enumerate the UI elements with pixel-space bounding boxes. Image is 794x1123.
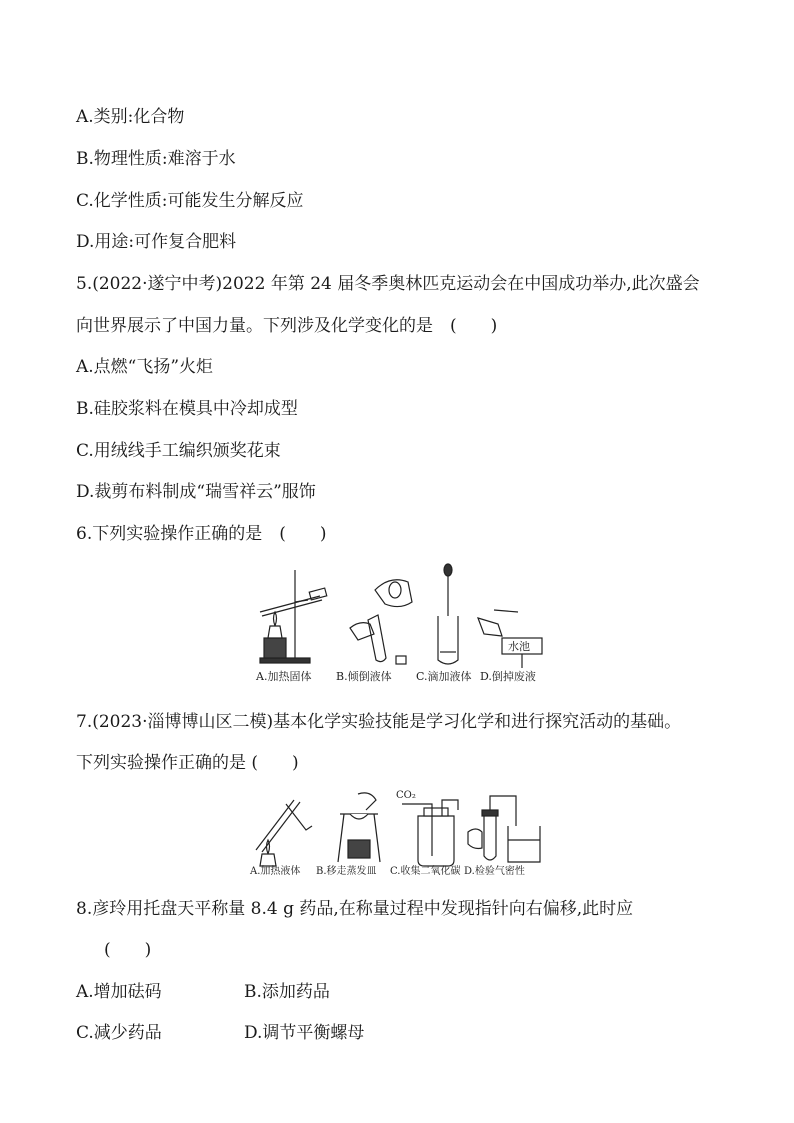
q8-option-c: C.减少药品 (76, 1023, 162, 1043)
q7-label-d: D.检验气密性 (464, 866, 525, 877)
q8-option-d: D.调节平衡螺母 (244, 1023, 365, 1043)
q6-label-c: C.滴加液体 (416, 670, 472, 683)
q6-label-a: A.加热固体 (256, 670, 312, 683)
q8-option-a: A.增加砝码 (76, 982, 162, 1002)
q6-stem: 6.下列实验操作正确的是 ( ) (76, 524, 327, 544)
q7-label-a: A.加热液体 (250, 866, 301, 877)
q6-apparatus-b (350, 580, 412, 664)
q8-stem-line1: 8.彦玲用托盘天平称量 8.4 g 药品,在称量过程中发现指针向右偏移,此时应 (76, 899, 634, 919)
q7-apparatus-d (468, 796, 540, 862)
q5-option-b: B.硅胶浆料在模具中冷却成型 (76, 399, 298, 419)
q4-option-c: C.化学性质:可能发生分解反应 (76, 191, 304, 211)
q7-label-b: B.移走蒸发皿 (316, 866, 377, 877)
q7-stem-line2: 下列实验操作正确的是 ( ) (76, 753, 299, 773)
q6-sink-label: 水池 (508, 640, 530, 653)
q7-label-c: C.收集二氧化碳 (390, 866, 461, 877)
q6-apparatus-a (260, 570, 327, 663)
q4-option-a: A.类别:化合物 (76, 107, 185, 127)
q6-apparatus-d (478, 610, 542, 668)
q4-option-b: B.物理性质:难溶于水 (76, 149, 236, 169)
q6-apparatus-c (438, 564, 458, 664)
q7-apparatus-b (338, 793, 380, 862)
q5-option-a: A.点燃“飞扬”火炬 (76, 357, 214, 377)
q5-stem-line2: 向世界展示了中国力量。下列涉及化学变化的是 ( ) (76, 316, 498, 336)
q6-label-d: D.倒掉废液 (480, 670, 536, 683)
q7-figure (246, 786, 556, 882)
q6-figure (250, 560, 550, 688)
q6-label-b: B.倾倒液体 (336, 670, 392, 683)
q4-option-d: D.用途:可作复合肥料 (76, 232, 237, 252)
q7-apparatus-a (256, 800, 312, 866)
q5-option-c: C.用绒线手工编织颁奖花束 (76, 441, 281, 461)
q7-stem-line1: 7.(2023·淄博博山区二模)基本化学实验技能是学习化学和进行探究活动的基础。 (76, 712, 682, 732)
q8-option-b: B.添加药品 (244, 982, 330, 1002)
q7-apparatus-c (402, 800, 458, 866)
q5-option-d: D.裁剪布料制成“瑞雪祥云”服饰 (76, 482, 316, 502)
q8-stem-line2: ( ) (104, 940, 152, 960)
q7-gas-label: CO₂ (396, 790, 416, 801)
q5-stem-line1: 5.(2022·遂宁中考)2022 年第 24 届冬季奥林匹克运动会在中国成功举办,此次盛会 (76, 274, 700, 294)
